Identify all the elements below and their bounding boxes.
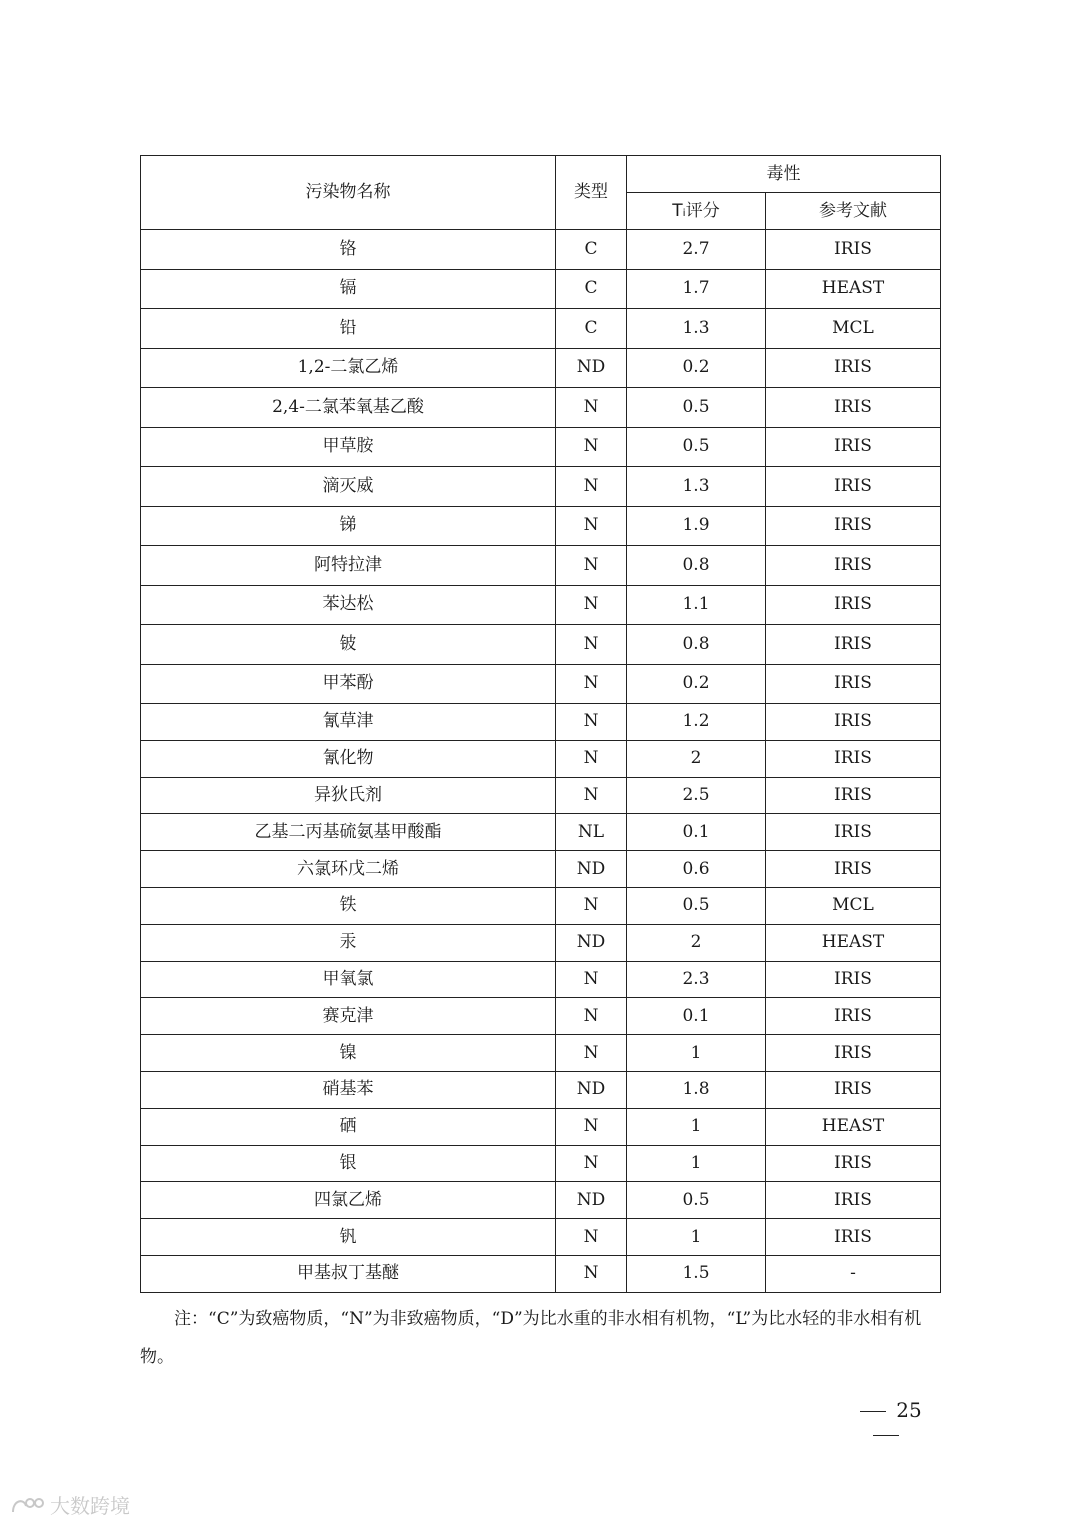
cell-reference: IRIS bbox=[766, 704, 941, 741]
cell-reference: IRIS bbox=[766, 664, 941, 704]
cell-reference: IRIS bbox=[766, 348, 941, 388]
header-name: 污染物名称 bbox=[141, 156, 556, 230]
cell-reference: IRIS bbox=[766, 1071, 941, 1108]
cell-type: N bbox=[556, 388, 627, 428]
cell-name: 汞 bbox=[141, 924, 556, 961]
table-row bbox=[141, 887, 941, 924]
cell-score: 2.5 bbox=[627, 777, 766, 814]
cell-name: 硒 bbox=[141, 1108, 556, 1145]
cell-name: 乙基二丙基硫氨基甲酸酯 bbox=[141, 814, 556, 851]
cell-type: N bbox=[556, 506, 627, 546]
cell-reference: IRIS bbox=[766, 740, 941, 777]
dash-right bbox=[873, 1435, 899, 1436]
cell-name: 铁 bbox=[141, 887, 556, 924]
cell-score: 0.5 bbox=[627, 388, 766, 428]
cell-score: 1.1 bbox=[627, 585, 766, 625]
table-row bbox=[141, 998, 941, 1035]
cell-name: 铬 bbox=[141, 230, 556, 270]
cell-name: 六氯环戊二烯 bbox=[141, 851, 556, 888]
cell-score: 1 bbox=[627, 1035, 766, 1072]
cell-name: 苯达松 bbox=[141, 585, 556, 625]
cell-reference: MCL bbox=[766, 309, 941, 349]
cell-name: 铍 bbox=[141, 625, 556, 665]
cell-type: N bbox=[556, 467, 627, 507]
cell-reference: IRIS bbox=[766, 851, 941, 888]
cell-reference: IRIS bbox=[766, 1219, 941, 1256]
cell-reference: IRIS bbox=[766, 427, 941, 467]
table-note: 注：“C”为致癌物质，“N”为非致癌物质，“D”为比水重的非水相有机物，“L”为比水轻的非水相有机物。 bbox=[140, 1309, 922, 1367]
cell-name: 阿特拉津 bbox=[141, 546, 556, 586]
table-row bbox=[141, 664, 941, 704]
header-reference: 参考文献 bbox=[766, 193, 941, 230]
cell-type: ND bbox=[556, 348, 627, 388]
watermark-text: 大数跨境 bbox=[50, 1494, 130, 1518]
cell-reference: IRIS bbox=[766, 625, 941, 665]
cell-reference: IRIS bbox=[766, 998, 941, 1035]
cell-reference: IRIS bbox=[766, 506, 941, 546]
cell-score: 1.5 bbox=[627, 1255, 766, 1292]
cell-score: 0.8 bbox=[627, 546, 766, 586]
header-score: Tᵢ评分 bbox=[627, 193, 766, 230]
table-row bbox=[141, 546, 941, 586]
cell-reference: HEAST bbox=[766, 269, 941, 309]
cell-reference: - bbox=[766, 1255, 941, 1292]
cell-score: 1 bbox=[627, 1219, 766, 1256]
cell-reference: IRIS bbox=[766, 814, 941, 851]
cell-score: 1 bbox=[627, 1145, 766, 1182]
table-row bbox=[141, 230, 941, 270]
table-row bbox=[141, 924, 941, 961]
cell-type: N bbox=[556, 1108, 627, 1145]
cell-name: 滴灭威 bbox=[141, 467, 556, 507]
cell-score: 2 bbox=[627, 924, 766, 961]
table-row bbox=[141, 961, 941, 998]
watermark-logo-icon bbox=[10, 1494, 44, 1516]
cell-score: 1 bbox=[627, 1108, 766, 1145]
cell-name: 氰草津 bbox=[141, 704, 556, 741]
cell-score: 1.8 bbox=[627, 1071, 766, 1108]
table-row bbox=[141, 1108, 941, 1145]
cell-type: ND bbox=[556, 924, 627, 961]
table-row bbox=[141, 625, 941, 665]
table-row bbox=[141, 427, 941, 467]
table-row bbox=[141, 740, 941, 777]
cell-score: 0.2 bbox=[627, 348, 766, 388]
watermark bbox=[10, 1490, 130, 1519]
cell-score: 0.1 bbox=[627, 814, 766, 851]
table-row bbox=[141, 1035, 941, 1072]
cell-name: 甲草胺 bbox=[141, 427, 556, 467]
cell-type: C bbox=[556, 309, 627, 349]
cell-type: N bbox=[556, 704, 627, 741]
cell-score: 1.3 bbox=[627, 309, 766, 349]
table-row bbox=[141, 467, 941, 507]
header-toxicity: 毒性 bbox=[627, 156, 941, 193]
cell-score: 0.8 bbox=[627, 625, 766, 665]
cell-reference: HEAST bbox=[766, 1108, 941, 1145]
cell-score: 2 bbox=[627, 740, 766, 777]
table-row bbox=[141, 1145, 941, 1182]
header-type: 类型 bbox=[556, 156, 627, 230]
cell-score: 1.7 bbox=[627, 269, 766, 309]
cell-score: 0.2 bbox=[627, 664, 766, 704]
cell-score: 0.5 bbox=[627, 1182, 766, 1219]
cell-type: N bbox=[556, 1219, 627, 1256]
cell-reference: IRIS bbox=[766, 1145, 941, 1182]
cell-reference: IRIS bbox=[766, 777, 941, 814]
dash-left bbox=[860, 1411, 886, 1412]
table-row bbox=[141, 388, 941, 428]
cell-reference: IRIS bbox=[766, 546, 941, 586]
cell-type: N bbox=[556, 961, 627, 998]
cell-name: 铅 bbox=[141, 309, 556, 349]
cell-name: 甲苯酚 bbox=[141, 664, 556, 704]
cell-type: N bbox=[556, 777, 627, 814]
cell-score: 2.3 bbox=[627, 961, 766, 998]
cell-name: 甲氧氯 bbox=[141, 961, 556, 998]
cell-type: NL bbox=[556, 814, 627, 851]
page-number bbox=[830, 1398, 942, 1446]
cell-type: N bbox=[556, 887, 627, 924]
table-row bbox=[141, 1182, 941, 1219]
table-row bbox=[141, 585, 941, 625]
cell-type: N bbox=[556, 546, 627, 586]
cell-score: 0.6 bbox=[627, 851, 766, 888]
cell-type: N bbox=[556, 664, 627, 704]
cell-name: 2,4-二氯苯氧基乙酸 bbox=[141, 388, 556, 428]
cell-reference: IRIS bbox=[766, 230, 941, 270]
cell-type: N bbox=[556, 1145, 627, 1182]
cell-type: ND bbox=[556, 1182, 627, 1219]
cell-score: 1.2 bbox=[627, 704, 766, 741]
cell-type: ND bbox=[556, 1071, 627, 1108]
table-row bbox=[141, 309, 941, 349]
cell-name: 锑 bbox=[141, 506, 556, 546]
cell-type: N bbox=[556, 625, 627, 665]
cell-name: 硝基苯 bbox=[141, 1071, 556, 1108]
cell-score: 1.3 bbox=[627, 467, 766, 507]
table-row bbox=[141, 1255, 941, 1292]
table-row bbox=[141, 1219, 941, 1256]
table-row bbox=[141, 506, 941, 546]
cell-type: N bbox=[556, 427, 627, 467]
cell-reference: IRIS bbox=[766, 467, 941, 507]
cell-type: N bbox=[556, 740, 627, 777]
cell-type: ND bbox=[556, 851, 627, 888]
cell-reference: MCL bbox=[766, 887, 941, 924]
cell-reference: IRIS bbox=[766, 1182, 941, 1219]
table-row bbox=[141, 814, 941, 851]
cell-type: C bbox=[556, 230, 627, 270]
cell-type: N bbox=[556, 998, 627, 1035]
cell-type: N bbox=[556, 1255, 627, 1292]
page-number-value: 25 bbox=[896, 1398, 922, 1422]
cell-name: 四氯乙烯 bbox=[141, 1182, 556, 1219]
cell-name: 氰化物 bbox=[141, 740, 556, 777]
cell-type: N bbox=[556, 1035, 627, 1072]
cell-name: 1,2-二氯乙烯 bbox=[141, 348, 556, 388]
cell-reference: IRIS bbox=[766, 585, 941, 625]
table-row bbox=[141, 704, 941, 741]
cell-score: 0.1 bbox=[627, 998, 766, 1035]
cell-name: 赛克津 bbox=[141, 998, 556, 1035]
table-row bbox=[141, 348, 941, 388]
cell-name: 异狄氏剂 bbox=[141, 777, 556, 814]
table-row bbox=[141, 269, 941, 309]
cell-name: 钒 bbox=[141, 1219, 556, 1256]
cell-name: 镉 bbox=[141, 269, 556, 309]
cell-score: 0.5 bbox=[627, 427, 766, 467]
cell-reference: HEAST bbox=[766, 924, 941, 961]
cell-name: 甲基叔丁基醚 bbox=[141, 1255, 556, 1292]
cell-name: 镍 bbox=[141, 1035, 556, 1072]
cell-reference: IRIS bbox=[766, 388, 941, 428]
cell-reference: IRIS bbox=[766, 961, 941, 998]
cell-score: 0.5 bbox=[627, 887, 766, 924]
cell-score: 2.7 bbox=[627, 230, 766, 270]
cell-name: 银 bbox=[141, 1145, 556, 1182]
cell-reference: IRIS bbox=[766, 1035, 941, 1072]
cell-type: C bbox=[556, 269, 627, 309]
table-row bbox=[141, 1071, 941, 1108]
cell-type: N bbox=[556, 585, 627, 625]
table-body bbox=[141, 230, 941, 1293]
cell-score: 1.9 bbox=[627, 506, 766, 546]
table-row bbox=[141, 851, 941, 888]
toxicity-table bbox=[140, 155, 941, 1293]
table-row bbox=[141, 777, 941, 814]
